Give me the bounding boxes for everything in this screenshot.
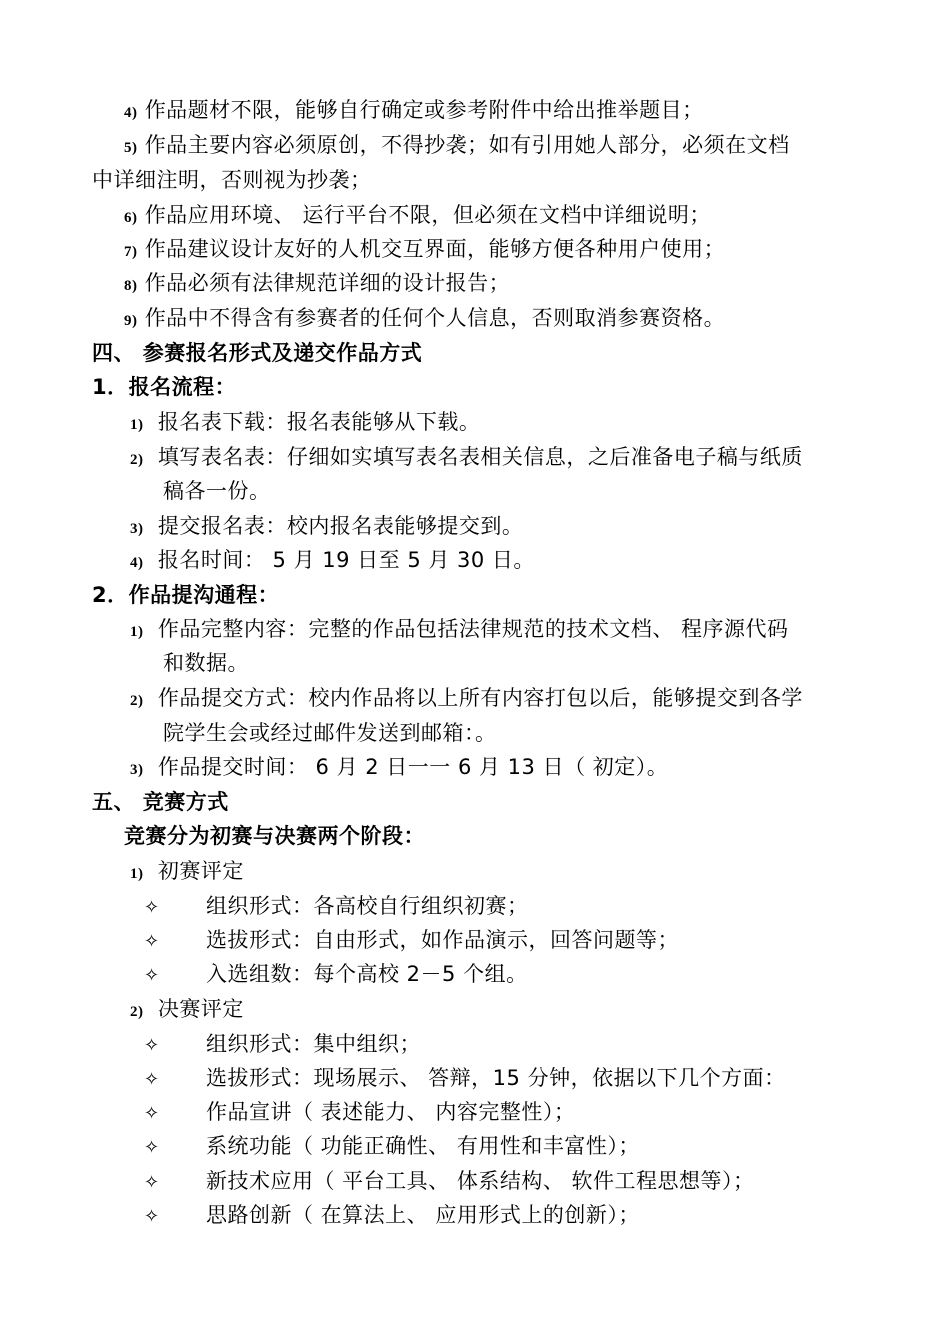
list-item: 6) 作品应用环境、 运行平台不限，但必须在文档中详细说明； [124,203,711,227]
list-item-continuation: 和数据。 [163,651,249,675]
stage-heading-preliminary: 1) 初赛评定 [130,859,244,883]
bullet-item [144,1200,160,1232]
bullet-item [144,891,160,923]
bullet-item [144,1166,160,1198]
list-item: 1) 作品完整内容：完整的作品包括法律规范的技术文档、 程序源代码 [130,617,789,641]
list-item: 4) 报名时间： 5 月 19 日至 5 月 30 日。 [130,548,535,572]
bullet-item-text: 选拔形式：自由形式，如作品演示，回答问题等； [206,928,679,952]
diamond-outline-icon: ✧ [144,1206,160,1227]
subsection-heading-registration: 1．报名流程： [92,375,237,399]
list-item: 2) 填写表名表：仔细如实填写表名表相关信息，之后准备电子稿与纸质 [130,445,803,469]
bullet-item [144,959,160,991]
stage-heading-final: 2) 决赛评定 [130,997,244,1021]
diamond-outline-icon: ✧ [144,1172,160,1193]
list-item-continuation: 中详细注明，否则视为抄袭； [92,168,372,192]
diamond-outline-icon: ✧ [144,1137,160,1158]
bullet-item [144,1131,160,1163]
list-item: 5) 作品主要内容必须原创，不得抄袭；如有引用她人部分，必须在文档 [124,133,790,157]
diamond-outline-icon: ✧ [144,931,160,952]
bullet-item [144,1029,160,1061]
list-item: 9) 作品中不得含有参赛者的任何个人信息，否则取消参赛资格。 [124,306,726,330]
bullet-item-text: 选拔形式：现场展示、 答辩，15 分钟，依据以下几个方面： [206,1066,786,1090]
bullet-item-text: 组织形式：各高校自行组织初赛； [206,894,529,918]
diamond-outline-icon: ✧ [144,1103,160,1124]
diamond-outline-icon: ✧ [144,965,160,986]
list-item: 3) 提交报名表：校内报名表能够提交到。 [130,514,524,538]
bullet-item [144,1063,160,1095]
section-heading-5: 五、 竞赛方式 [92,790,229,814]
bullet-item-text: 作品宣讲（ 表述能力、 内容完整性）； [206,1100,576,1124]
list-item: 7) 作品建议设计友好的人机交互界面，能够方便各种用户使用； [124,237,726,261]
list-item: 2) 作品提交方式：校内作品将以上所有内容打包以后，能够提交到各学 [130,686,803,710]
bullet-item-text: 入选组数：每个高校 2－5 个组。 [206,962,528,986]
bullet-item [144,1097,160,1129]
section-heading-4: 四、 参赛报名形式及递交作品方式 [92,341,423,365]
list-item: 8) 作品必须有法律规范详细的设计报告； [124,271,511,295]
bullet-item-text: 组织形式：集中组织； [206,1032,421,1056]
subsection-heading-submission: 2．作品提沟通程： [92,583,280,607]
bullet-item-text: 系统功能（ 功能正确性、 有用性和丰富性）； [206,1134,640,1158]
bullet-item-text: 新技术应用（ 平台工具、 体系结构、 软件工程思想等）； [206,1169,755,1193]
list-item: 4) 作品题材不限，能够自行确定或参考附件中给出推举题目； [124,98,704,122]
list-item-continuation: 院学生会或经过邮件发送到邮箱：。 [163,721,497,745]
list-item: 1) 报名表下载：报名表能够从下载。 [130,410,481,434]
list-item-continuation: 稿各一份。 [163,479,271,503]
bullet-item [144,925,160,957]
diamond-outline-icon: ✧ [144,1035,160,1056]
bullet-item-text: 思路创新（ 在算法上、 应用形式上的创新）； [206,1203,640,1227]
list-item: 3) 作品提交时间： 6 月 2 日一一 6 月 13 日（ 初定）。 [130,755,669,779]
diamond-outline-icon: ✧ [144,1069,160,1090]
diamond-outline-icon: ✧ [144,897,160,918]
section-intro: 竞赛分为初赛与决赛两个阶段： [124,824,425,848]
